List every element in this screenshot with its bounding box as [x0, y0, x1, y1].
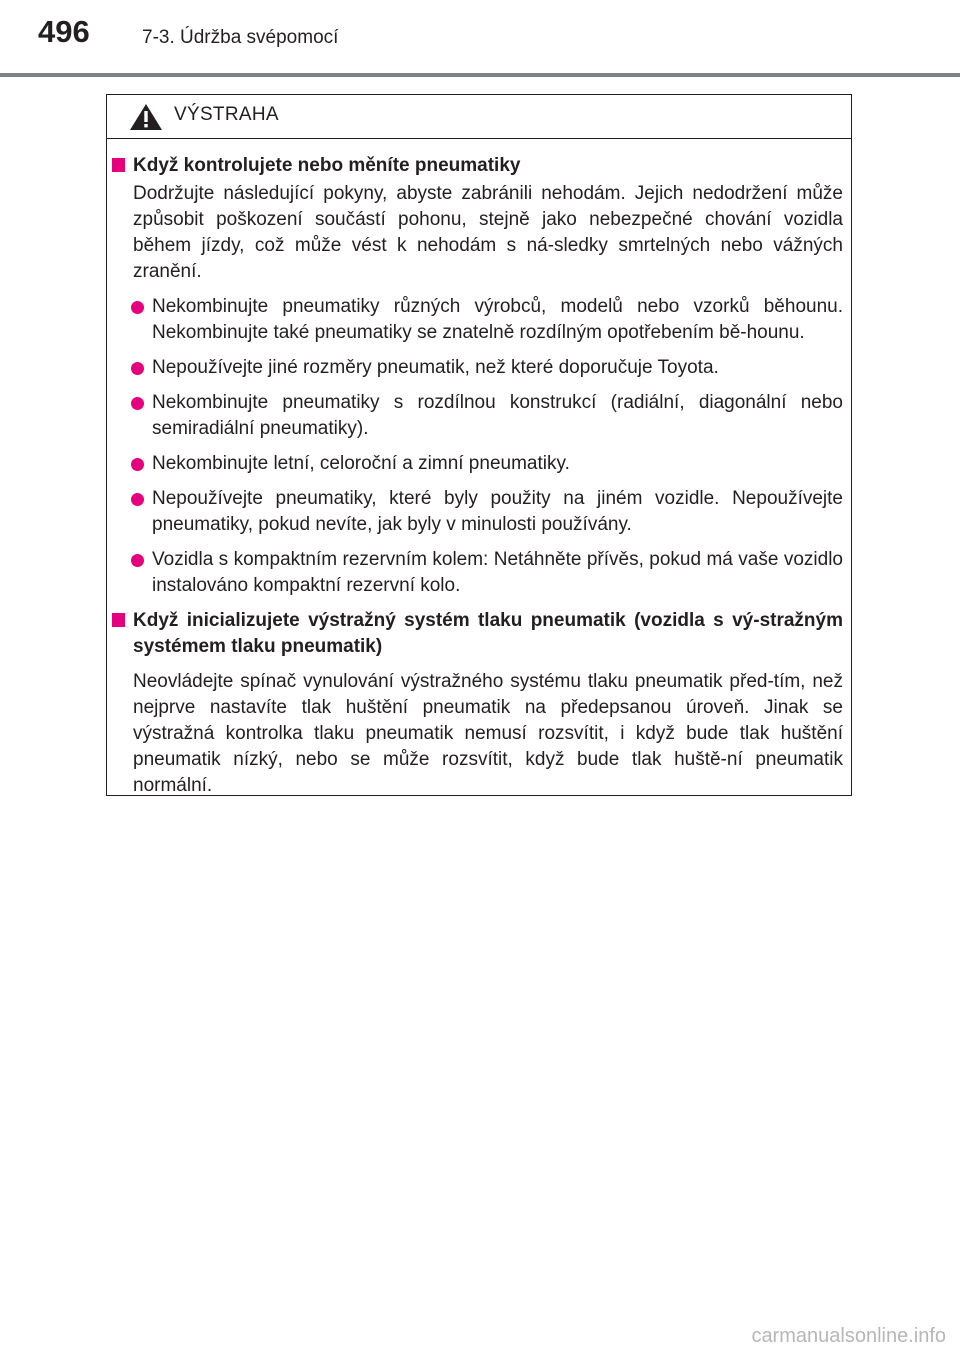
warning-triangle-icon	[129, 103, 163, 131]
list-item-text: Nepoužívejte jiné rozměry pneumatik, než které doporučuje Toyota.	[152, 357, 719, 378]
bullet-dot-icon	[131, 554, 144, 567]
watermark: carmanualsonline.info	[751, 1325, 946, 1347]
section-tire-check	[107, 153, 853, 599]
warning-box	[106, 94, 852, 796]
section-tpws-init	[107, 608, 853, 799]
warning-header	[107, 95, 851, 139]
list-item-text: Nekombinujte letní, celoroční a zimní pneumatiky.	[152, 453, 570, 474]
square-bullet-icon	[112, 158, 125, 172]
section-heading-text: Když kontrolujete nebo měníte pneumatiky	[133, 155, 521, 176]
list-item	[107, 451, 853, 477]
list-item-text: Vozidla s kompaktním rezervním kolem: Netáhněte přívěs, pokud má vaše vozidlo instalováno kompaktní rezervní kolo.	[152, 549, 843, 596]
list-item-text: Nekombinujte pneumatiky s rozdílnou konstrukcí (radiální, diagonální nebo semiradiální pneumatiky).	[152, 392, 843, 439]
bullet-dot-icon	[131, 362, 144, 375]
section-paragraph: Neovládejte spínač vynulování výstražného systému tlaku pneumatik před-tím, než nejprve nastavíte tlak huštění pneumatik na předepsanou úroveň. Jinak se výstražná kontrolka tlaku pneumatik nemusí rozsvítit, i když bude tlak huštění pneumatik nízký, nebo se může rozsvítit, když bude tlak huště-ní pneumatik normální.	[133, 671, 843, 796]
list-item	[107, 294, 853, 346]
warning-label: VÝSTRAHA	[174, 104, 279, 125]
square-bullet-icon	[112, 613, 125, 627]
bullet-dot-icon	[131, 493, 144, 506]
header-rule	[0, 73, 960, 77]
section-heading	[107, 153, 853, 179]
list-item	[107, 547, 853, 599]
list-item	[107, 390, 853, 442]
list-item	[107, 486, 853, 538]
page-number: 496	[38, 14, 90, 49]
bullet-dot-icon	[131, 301, 144, 314]
section-title: 7-3. Údržba svépomocí	[142, 27, 339, 48]
list-item-text: Nepoužívejte pneumatiky, které byly použity na jiném vozidle. Nepoužívejte pneumatiky, pokud nevíte, jak byly v minulosti používány.	[152, 488, 843, 535]
list-item-text: Nekombinujte pneumatiky různých výrobců, modelů nebo vzorků běhounu. Nekombinujte také pneumatiky se znatelně rozdílným opotřebením bě-hounu.	[152, 296, 843, 343]
list-item	[107, 355, 853, 381]
bullet-list	[107, 294, 853, 599]
warning-body	[107, 153, 853, 799]
section-heading-text: Když inicializujete výstražný systém tlaku pneumatik (vozidla s vý-stražným systémem tlaku pneumatik)	[133, 610, 843, 657]
page-header	[0, 0, 960, 80]
bullet-dot-icon	[131, 397, 144, 410]
bullet-dot-icon	[131, 458, 144, 471]
section-paragraph: Dodržujte následující pokyny, abyste zabránili nehodám. Jejich nedodržení může způsobit poškození součástí pohonu, stejně jako nebezpečné chování vozidla během jízdy, což může vést k nehodám s ná-sledky smrtelných nebo vážných zranění.	[133, 183, 843, 282]
section-heading	[107, 608, 853, 660]
